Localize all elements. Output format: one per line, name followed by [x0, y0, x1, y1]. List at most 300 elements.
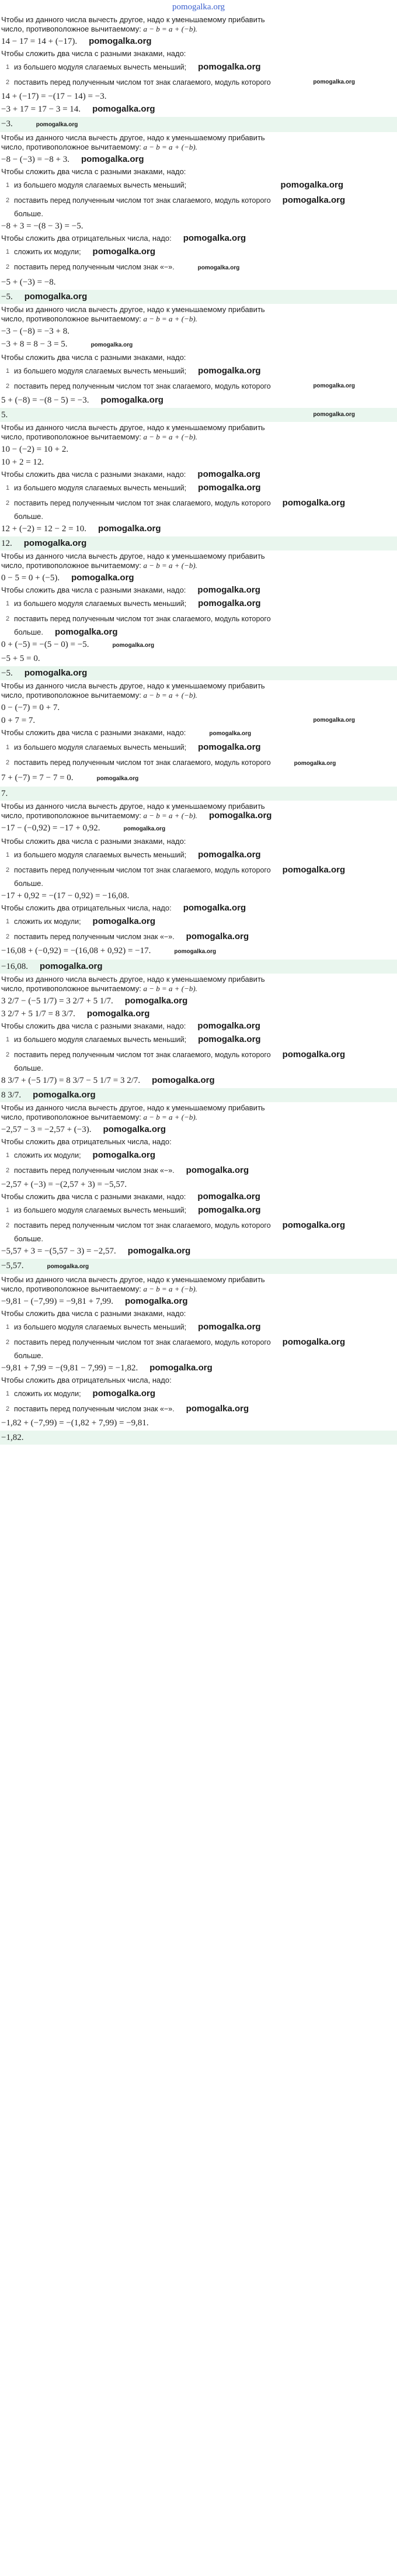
rule-text: Чтобы сложить два отрицательных числа, надо:	[1, 1376, 172, 1384]
step-number: 1	[6, 182, 10, 189]
rule-text: число, противоположное вычитаемому:	[1, 1284, 141, 1293]
step-number: 1	[6, 1390, 10, 1397]
math-line	[1, 701, 396, 714]
rule-text: Чтобы из данного числа вычесть другое, надо к уменьшаемому прибавить	[1, 423, 265, 432]
step-text: поставить перед полученным числом тот знак слагаемого, модуль которого	[14, 759, 271, 767]
watermark: pomogalka.org	[127, 1246, 191, 1256]
watermark: pomogalka.org	[197, 1192, 260, 1202]
rule-text: Чтобы из данного числа вычесть другое, надо к уменьшаемому прибавить	[1, 133, 265, 142]
rule-continuation	[1, 1062, 396, 1074]
watermark: pomogalka.org	[36, 122, 78, 128]
step-text: поставить перед полученным числом знак «−».	[14, 263, 175, 271]
rule-step	[1, 363, 396, 379]
step-text: из большего модуля слагаемых вычесть меньший;	[14, 600, 187, 608]
step-number: 1	[6, 248, 10, 255]
math-line	[1, 638, 396, 652]
step-number: 1	[6, 600, 10, 607]
rule-step	[1, 1401, 396, 1417]
watermark: pomogalka.org	[24, 292, 88, 302]
answer-value: 8 3/7.	[1, 1090, 22, 1100]
watermark: pomogalka.org	[313, 411, 355, 418]
rule-step	[1, 1386, 396, 1401]
rule-text: число, противоположное вычитаемому:	[1, 25, 141, 33]
rule-different-signs	[1, 584, 396, 596]
equation: 14 − 17 = 14 + (−17).	[1, 37, 78, 46]
watermark: pomogalka.org	[81, 154, 144, 164]
equation: −2,57 − 3 = −2,57 + (−3).	[1, 1125, 92, 1134]
rule-text: Чтобы сложить два числа с разными знаками, надо:	[1, 470, 186, 479]
watermark: pomogalka.org	[33, 1090, 96, 1100]
step-number: 1	[6, 1324, 10, 1331]
math-line	[1, 822, 396, 836]
watermark: pomogalka.org	[208, 811, 272, 820]
rule-text: число, противоположное вычитаемому:	[1, 432, 141, 441]
math-line	[1, 1074, 396, 1087]
answer-line	[0, 1088, 397, 1102]
math-line	[1, 889, 396, 902]
watermark: pomogalka.org	[197, 265, 240, 271]
step-text: поставить перед полученным числом тот знак слагаемого, модуль которого	[14, 866, 271, 874]
rule-continuation	[1, 1350, 396, 1362]
rule-subtraction	[1, 680, 396, 701]
watermark: pomogalka.org	[294, 760, 336, 767]
rule-text: Чтобы из данного числа вычесть другое, надо к уменьшаемому прибавить	[1, 681, 265, 690]
rule-text: число, противоположное вычитаемому:	[1, 561, 141, 570]
step-number: 2	[6, 1339, 10, 1346]
watermark: pomogalka.org	[92, 104, 155, 114]
step-text: поставить перед полученным числом тот знак слагаемого, модуль которого	[14, 499, 271, 507]
watermark: pomogalka.org	[282, 498, 346, 508]
watermark: pomogalka.org	[198, 366, 261, 376]
rule-step	[1, 259, 396, 276]
rule-continuation	[1, 878, 396, 889]
rule-step	[1, 914, 396, 929]
rule-negative-sum	[1, 233, 396, 244]
math-line	[1, 1417, 396, 1429]
watermark: pomogalka.org	[24, 668, 88, 678]
rule-text: Чтобы из данного числа вычесть другое, надо к уменьшаемому прибавить	[1, 975, 265, 984]
step-text: сложить их модули;	[14, 1390, 81, 1398]
watermark: pomogalka.org	[197, 469, 260, 479]
equation: 0 + (−5) = −(5 − 0) = −5.	[1, 640, 89, 649]
rule-step	[1, 1335, 396, 1350]
solution-block	[0, 680, 397, 801]
rule-text: Чтобы сложить два отрицательных числа, надо:	[1, 234, 172, 243]
rule-continuation	[1, 626, 396, 638]
math-line	[1, 1007, 396, 1020]
watermark: pomogalka.org	[198, 1322, 261, 1332]
step-number: 2	[6, 79, 10, 86]
rule-step	[1, 178, 396, 193]
site-logo[interactable]: pomogalka.org	[172, 2, 225, 12]
rule-text: больше.	[14, 1234, 44, 1243]
watermark: pomogalka.org	[186, 1404, 249, 1414]
rule-subtraction	[1, 974, 396, 995]
watermark: pomogalka.org	[89, 36, 152, 46]
math-line	[1, 276, 396, 289]
rule-text: больше.	[14, 1351, 44, 1360]
watermark: pomogalka.org	[209, 730, 252, 737]
step-number: 2	[6, 1167, 10, 1174]
rule-subtraction	[1, 550, 396, 572]
watermark: pomogalka.org	[112, 642, 155, 649]
math-line	[1, 153, 396, 166]
watermark: pomogalka.org	[149, 1363, 213, 1373]
step-text: из большего модуля слагаемых вычесть меньший;	[14, 1206, 187, 1214]
equation: 0 − (−7) = 0 + 7.	[1, 703, 60, 712]
rule-subtraction	[1, 1102, 396, 1123]
solution-block	[0, 1102, 397, 1274]
step-text: из большего модуля слагаемых вычесть меньший;	[14, 851, 187, 859]
solution-block	[0, 550, 397, 680]
watermark: pomogalka.org	[280, 180, 343, 190]
math-line	[1, 652, 396, 665]
rule-negative-sum	[1, 1374, 396, 1386]
solution-block	[0, 1274, 397, 1445]
rule-text: число, противоположное вычитаемому:	[1, 143, 141, 151]
rule-formula: a − b = a + (−b).	[143, 432, 197, 441]
step-number: 2	[6, 759, 10, 766]
answer-line	[0, 117, 397, 132]
step-number: 2	[6, 264, 10, 271]
rule-text: Чтобы сложить два числа с разными знаками, надо:	[1, 49, 186, 58]
step-text: сложить их модули;	[14, 248, 81, 256]
rule-formula: a − b = a + (−b).	[143, 143, 197, 151]
rule-text: больше.	[14, 512, 44, 521]
watermark: pomogalka.org	[197, 585, 260, 595]
step-text: сложить их модули;	[14, 917, 81, 926]
equation: 0 − 5 = 0 + (−5).	[1, 573, 60, 583]
answer-line	[0, 536, 397, 550]
watermark: pomogalka.org	[123, 826, 166, 832]
rule-subtraction	[1, 422, 396, 443]
solution-block	[0, 14, 397, 132]
step-number: 1	[6, 918, 10, 925]
rule-formula: a − b = a + (−b).	[143, 811, 197, 820]
step-text: сложить их модули;	[14, 1151, 81, 1159]
rule-step	[1, 863, 396, 878]
rule-step	[1, 60, 396, 75]
rule-text: Чтобы сложить два отрицательных числа, надо:	[1, 1137, 172, 1146]
rule-text: Чтобы из данного числа вычесть другое, надо к уменьшаемому прибавить	[1, 1275, 265, 1284]
step-text: поставить перед полученным числом тот знак слагаемого, модуль которого	[14, 1338, 271, 1346]
rule-formula: a − b = a + (−b).	[143, 25, 197, 33]
watermark: pomogalka.org	[103, 1124, 166, 1134]
math-line	[1, 944, 396, 958]
equation: −17 + 0,92 = −(17 − 0,92) = −16,08.	[1, 891, 130, 901]
solutions-list	[0, 14, 397, 1445]
equation: −2,57 + (−3) = −(2,57 + 3) = −5,57.	[1, 1180, 127, 1189]
equation: −8 + 3 = −(8 − 3) = −5.	[1, 221, 83, 231]
equation: −1,82 + (−7,99) = −(1,82 + 7,99) = −9,81.	[1, 1418, 149, 1428]
solution-block	[0, 422, 397, 550]
watermark: pomogalka.org	[282, 1050, 346, 1060]
rule-text: Чтобы сложить два числа с разными знаками, надо:	[1, 1022, 186, 1030]
step-number: 2	[6, 500, 10, 507]
step-number: 2	[6, 383, 10, 390]
step-text: поставить перед полученным числом знак «−».	[14, 1405, 175, 1413]
math-line	[1, 1362, 396, 1374]
watermark: pomogalka.org	[198, 62, 261, 72]
math-line	[1, 103, 396, 116]
rule-text: больше.	[14, 1064, 44, 1072]
watermark: pomogalka.org	[174, 948, 217, 955]
equation: −5,57 + 3 = −(5,57 − 3) = −2,57.	[1, 1247, 116, 1256]
rule-continuation	[1, 511, 396, 522]
equation: −9,81 − (−7,99) = −9,81 + 7,99.	[1, 1297, 113, 1306]
rule-negative-sum	[1, 1136, 396, 1148]
rule-text: больше.	[14, 879, 44, 888]
rule-text: Чтобы сложить два числа с разными знаками, надо:	[1, 586, 186, 594]
watermark: pomogalka.org	[90, 342, 133, 348]
rule-step	[1, 379, 396, 394]
solution-block	[0, 304, 397, 422]
rule-formula: a − b = a + (−b).	[143, 984, 197, 993]
watermark: pomogalka.org	[198, 1034, 261, 1044]
step-number: 1	[6, 484, 10, 491]
step-text: поставить перед полученным числом тот знак слагаемого, модуль которого	[14, 382, 271, 390]
rule-step	[1, 244, 396, 259]
watermark: pomogalka.org	[96, 775, 139, 782]
step-number: 2	[6, 867, 10, 874]
rule-step	[1, 75, 396, 90]
step-text: поставить перед полученным числом тот знак слагаемого, модуль которого	[14, 1221, 271, 1230]
step-number: 1	[6, 64, 10, 71]
rule-step	[1, 740, 396, 755]
watermark: pomogalka.org	[197, 1021, 260, 1031]
step-text: из большего модуля слагаемых вычесть меньший;	[14, 367, 187, 375]
rule-subtraction	[1, 1274, 396, 1295]
equation: 3 2/7 + 5 1/7 = 8 3/7.	[1, 1009, 75, 1019]
answer-line	[0, 787, 397, 801]
answer-value: 5.	[1, 410, 8, 420]
rule-different-signs	[1, 1191, 396, 1203]
step-text: из большего модуля слагаемых вычесть меньший;	[14, 743, 187, 752]
math-line	[1, 714, 396, 727]
step-text: из большего модуля слагаемых вычесть меньший;	[14, 181, 187, 189]
math-line	[1, 338, 396, 352]
equation: −3 + 17 = 17 − 3 = 14.	[1, 105, 81, 114]
watermark: pomogalka.org	[100, 395, 163, 405]
rule-different-signs	[1, 1020, 396, 1032]
answer-line	[0, 290, 397, 304]
answer-value: −16,08.	[1, 962, 28, 971]
step-text: поставить перед полученным числом тот знак слагаемого, модуль которого	[14, 78, 271, 86]
rule-different-signs	[1, 1308, 396, 1320]
rule-text: Чтобы сложить два числа с разными знаками, надо:	[1, 167, 186, 176]
equation: 12 + (−2) = 12 − 2 = 10.	[1, 524, 87, 534]
rule-text: Чтобы сложить два числа с разными знаками, надо:	[1, 837, 186, 846]
step-number: 1	[6, 1207, 10, 1214]
rule-text: число, противоположное вычитаемому:	[1, 314, 141, 323]
watermark: pomogalka.org	[282, 1337, 346, 1347]
watermark: pomogalka.org	[186, 932, 249, 941]
equation: 10 − (−2) = 10 + 2.	[1, 445, 69, 454]
watermark: pomogalka.org	[198, 742, 261, 752]
equation: −9,81 + 7,99 = −(9,81 − 7,99) = −1,82.	[1, 1363, 138, 1373]
equation: −16,08 + (−0,92) = −(16,08 + 0,92) = −17.	[1, 946, 151, 955]
step-number: 1	[6, 744, 10, 751]
rule-step	[1, 929, 396, 944]
rule-formula: a − b = a + (−b).	[143, 314, 197, 323]
rule-negative-sum	[1, 902, 396, 914]
math-line	[1, 443, 396, 456]
step-number: 2	[6, 197, 10, 204]
answer-value: −3.	[1, 119, 13, 129]
step-number: 1	[6, 368, 10, 375]
solution-block	[0, 974, 397, 1102]
answer-value: −1,82.	[1, 1433, 24, 1442]
math-line	[1, 394, 396, 407]
watermark: pomogalka.org	[92, 1150, 156, 1160]
watermark: pomogalka.org	[92, 916, 156, 926]
math-line	[1, 522, 396, 535]
rule-different-signs	[1, 836, 396, 847]
rule-subtraction	[1, 304, 396, 325]
watermark: pomogalka.org	[313, 383, 355, 389]
equation: 0 + 7 = 7.	[1, 716, 36, 725]
watermark: pomogalka.org	[92, 247, 156, 257]
answer-value: −5,57.	[1, 1261, 24, 1270]
watermark: pomogalka.org	[282, 195, 346, 205]
watermark: pomogalka.org	[198, 483, 261, 493]
watermark: pomogalka.org	[198, 1205, 261, 1215]
watermark: pomogalka.org	[313, 717, 355, 723]
answer-value: −5.	[1, 669, 13, 678]
answer-line	[0, 666, 397, 680]
rule-different-signs	[1, 48, 396, 60]
rule-text: больше.	[14, 628, 44, 636]
math-line	[1, 1245, 396, 1258]
watermark: pomogalka.org	[198, 850, 261, 860]
watermark: pomogalka.org	[313, 79, 355, 85]
rule-step	[1, 480, 396, 496]
rule-different-signs	[1, 352, 396, 363]
equation: −5 + (−3) = −8.	[1, 278, 56, 287]
step-number: 2	[6, 933, 10, 940]
math-line	[1, 1123, 396, 1136]
math-line	[1, 995, 396, 1007]
rule-text: Чтобы из данного числа вычесть другое, надо к уменьшаемому прибавить	[1, 552, 265, 560]
equation: 14 + (−17) = −(17 − 14) = −3.	[1, 92, 107, 101]
answer-value: −5.	[1, 292, 13, 302]
watermark: pomogalka.org	[86, 1009, 150, 1019]
equation: −17 − (−0,92) = −17 + 0,92.	[1, 823, 100, 833]
answer-line	[0, 1259, 397, 1274]
rule-subtraction	[1, 14, 396, 35]
watermark: pomogalka.org	[183, 233, 246, 243]
rule-text: Чтобы сложить два числа с разными знаками, надо:	[1, 728, 186, 737]
equation: −5 + 5 = 0.	[1, 654, 40, 663]
step-number: 1	[6, 851, 10, 858]
rule-step	[1, 1148, 396, 1163]
step-number: 2	[6, 615, 10, 622]
math-line	[1, 90, 396, 103]
step-text: поставить перед полученным числом знак «−».	[14, 1166, 175, 1175]
rule-formula: a − b = a + (−b).	[143, 1284, 197, 1293]
answer-value: 12.	[1, 539, 12, 548]
math-line	[1, 325, 396, 338]
rule-continuation	[1, 208, 396, 220]
watermark: pomogalka.org	[186, 1165, 249, 1175]
watermark: pomogalka.org	[125, 1296, 188, 1306]
rule-formula: a − b = a + (−b).	[143, 561, 197, 570]
solution-block	[0, 801, 397, 974]
answer-line	[0, 408, 397, 422]
rule-step	[1, 496, 396, 511]
rule-text: число, противоположное вычитаемому:	[1, 984, 141, 993]
rule-formula: a − b = a + (−b).	[143, 691, 197, 700]
watermark: pomogalka.org	[124, 996, 188, 1006]
step-text: из большего модуля слагаемых вычесть меньший;	[14, 484, 187, 492]
equation: 3 2/7 − (−5 1/7) = 3 2/7 + 5 1/7.	[1, 996, 113, 1006]
rule-step	[1, 1218, 396, 1233]
watermark: pomogalka.org	[71, 573, 134, 583]
step-text: поставить перед полученным числом знак «−».	[14, 933, 175, 941]
rule-step	[1, 1163, 396, 1178]
step-text: из большего модуля слагаемых вычесть меньший;	[14, 63, 187, 71]
rule-text: Чтобы из данного числа вычесть другое, надо к уменьшаемому прибавить	[1, 15, 265, 24]
rule-text: Чтобы сложить два числа с разными знаками, надо:	[1, 1192, 186, 1201]
answer-value: 7.	[1, 789, 8, 798]
equation: −3 − (−8) = −3 + 8.	[1, 327, 69, 336]
step-number: 2	[6, 1222, 10, 1229]
rule-different-signs	[1, 166, 396, 178]
rule-text: Чтобы из данного числа вычесть другое, надо к уменьшаемому прибавить	[1, 1103, 265, 1112]
math-line	[1, 456, 396, 469]
step-text: поставить перед полученным числом тот знак слагаемого, модуль которого	[14, 1051, 271, 1059]
rule-text: Чтобы из данного числа вычесть другое, надо к уменьшаемому прибавить	[1, 802, 265, 811]
equation: 5 + (−8) = −(8 − 5) = −3.	[1, 396, 89, 405]
rule-text: число, противоположное вычитаемому:	[1, 691, 141, 700]
math-line	[1, 771, 396, 785]
solution-block	[0, 132, 397, 304]
math-line	[1, 220, 396, 233]
rule-step	[1, 193, 396, 208]
answer-line	[0, 1431, 397, 1445]
watermark: pomogalka.org	[183, 903, 246, 913]
step-text: поставить перед полученным числом тот знак слагаемого, модуль которого	[14, 615, 271, 623]
rule-text: Чтобы сложить два отрицательных числа, надо:	[1, 903, 172, 912]
math-line	[1, 1295, 396, 1308]
watermark: pomogalka.org	[282, 865, 346, 875]
watermark: pomogalka.org	[282, 1220, 346, 1230]
rule-text: Чтобы сложить два числа с разными знаками, надо:	[1, 353, 186, 362]
equation: −3 + 8 = 8 − 3 = 5.	[1, 340, 68, 349]
rule-step	[1, 1320, 396, 1335]
rule-step	[1, 755, 396, 771]
rule-step	[1, 1203, 396, 1218]
step-number: 1	[6, 1036, 10, 1043]
step-text: поставить перед полученным числом тот знак слагаемого, модуль которого	[14, 196, 271, 205]
rule-text: Чтобы из данного числа вычесть другое, надо к уменьшаемому прибавить	[1, 305, 265, 314]
step-text: из большего модуля слагаемых вычесть меньший;	[14, 1036, 187, 1044]
rule-different-signs	[1, 727, 396, 740]
equation: −8 − (−3) = −8 + 3.	[1, 155, 69, 164]
rule-step	[1, 1047, 396, 1062]
equation: 7 + (−7) = 7 − 7 = 0.	[1, 773, 74, 783]
math-line	[1, 1178, 396, 1191]
step-text: из большего модуля слагаемых вычесть меньший;	[14, 1323, 187, 1331]
watermark: pomogalka.org	[152, 1075, 215, 1085]
rule-text: Чтобы сложить два числа с разными знаками, надо:	[1, 1309, 186, 1318]
step-number: 2	[6, 1405, 10, 1412]
watermark: pomogalka.org	[55, 627, 118, 637]
math-line	[1, 35, 396, 48]
rule-subtraction	[1, 132, 396, 153]
equation: 10 + 2 = 12.	[1, 458, 44, 467]
watermark: pomogalka.org	[47, 1263, 89, 1270]
